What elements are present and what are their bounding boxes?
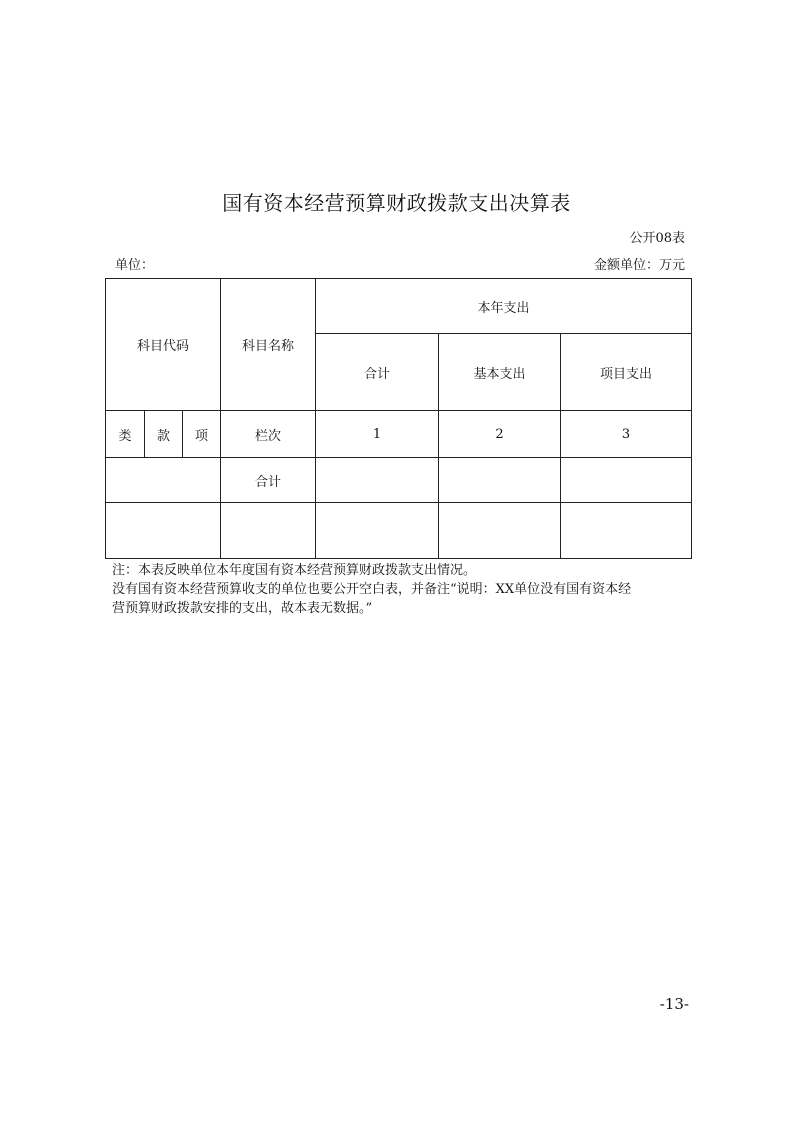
category-lei-cell: 类 [106,411,145,458]
blank-row-name-cell [221,503,316,559]
total-row-code-cell [106,458,221,503]
blank-row-project-cell [561,503,692,559]
current-year-expenditure-header: 本年支出 [316,279,692,334]
total-row-project-cell [561,458,692,503]
column-number-1-cell: 1 [316,411,439,458]
blank-row-basic-cell [439,503,561,559]
table-notes [112,561,692,618]
note-line: 注：本表反映单位本年度国有资本经营预算财政拨款支出情况。 [112,563,477,578]
column-number-3-cell: 3 [561,411,692,458]
page-number: -13- [659,995,689,1013]
category-xiang-cell: 项 [183,411,221,458]
note-line: 营预算财政拨款安排的支出，故本表无数据。” [112,601,373,616]
expenditure-table [105,278,692,559]
document-title: 国有资本经营预算财政拨款支出决算表 [222,191,571,215]
form-number: 公开08表 [629,231,685,246]
unit-label: 单位： [115,258,155,273]
blank-row-code-cell [106,503,221,559]
total-row [106,458,692,503]
blank-data-row [106,503,692,559]
total-header: 合计 [316,334,439,411]
blank-row-total-cell [316,503,439,559]
basic-expenditure-header: 基本支出 [439,334,561,411]
column-number-2-cell: 2 [439,411,561,458]
category-kuan-cell: 款 [145,411,183,458]
total-row-label-cell: 合计 [221,458,316,503]
header-row-1 [106,279,692,334]
subject-code-header: 科目代码 [106,279,221,411]
column-number-label-cell: 栏次 [221,411,316,458]
note-line: 没有国有资本经营预算收支的单位也要公开空白表，并备注“说明：XX单位没有国有资本经 [112,582,632,597]
amount-unit-label: 金额单位：万元 [593,258,685,273]
subject-name-header: 科目名称 [221,279,316,411]
project-expenditure-header: 项目支出 [561,334,692,411]
total-row-total-cell [316,458,439,503]
index-row [106,411,692,458]
total-row-basic-cell [439,458,561,503]
